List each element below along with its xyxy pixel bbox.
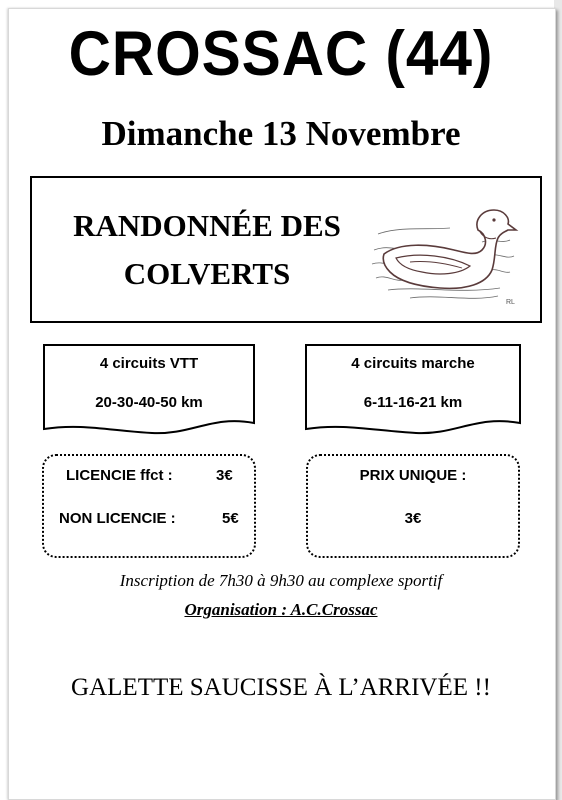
event-date: Dimanche 13 Novembre [101, 114, 461, 153]
organisation-label: Organisation [184, 600, 278, 619]
vtt-circuit-name: 4 circuits VTT [99, 355, 199, 372]
page-title: CROSSAC (44) [68, 19, 494, 89]
organisation-line [0, 600, 562, 620]
event-name-line1: RANDONNÉE DES [73, 208, 341, 243]
event-title-box [30, 176, 542, 323]
non-licencie-label: NON LICENCIE : [59, 510, 176, 527]
vtt-circuit-distances: 20-30-40-50 km [95, 394, 203, 411]
licencie-label: LICENCIE ffct : [66, 467, 173, 484]
duck-icon [370, 198, 520, 310]
marche-circuit-name: 4 circuits marche [351, 355, 475, 372]
signature-mark: RL [506, 299, 515, 306]
inscription-text: Inscription de 7h30 à 9h30 au complexe sportif [119, 571, 443, 590]
prix-unique-price: 3€ [404, 510, 422, 527]
event-name [42, 202, 372, 298]
licencie-price: 3€ [216, 467, 233, 484]
footer-announcement: GALETTE SAUCISSE À L’ARRIVÉE !! [71, 674, 491, 701]
organisation-value: : A.C.Crossac [277, 600, 378, 619]
non-licencie-price: 5€ [222, 510, 239, 527]
event-name-line2: COLVERTS [123, 256, 291, 291]
marche-circuit-distances: 6-11-16-21 km [363, 394, 463, 411]
prix-unique-label: PRIX UNIQUE : [359, 467, 467, 484]
